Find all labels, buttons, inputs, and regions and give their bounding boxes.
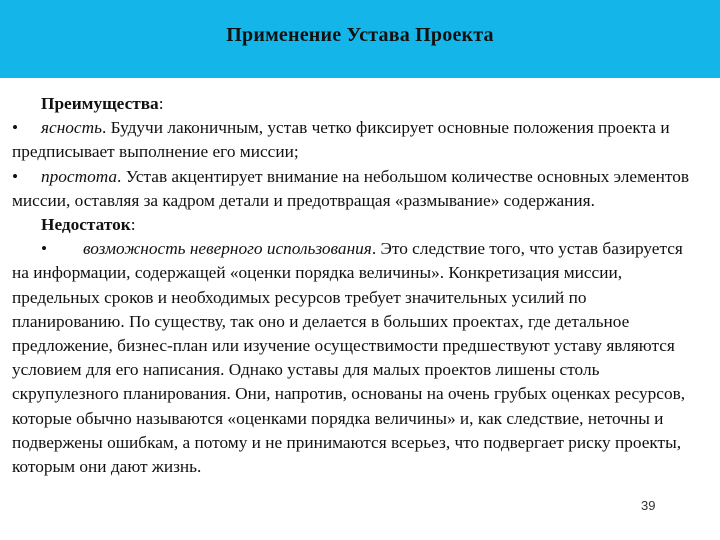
- disadvantage-heading-label: Недостаток: [41, 215, 131, 235]
- advantages-heading-colon: :: [158, 94, 164, 113]
- slide-body: [12, 92, 698, 479]
- slide-title: Применение Устава Проекта: [226, 24, 494, 46]
- bullet-dot: •: [12, 166, 19, 186]
- disadvantage-term: возможность неверного использования: [83, 239, 372, 259]
- advantage-text-clarity: . Будучи лаконичным, устав четко фиксирует основные положения проекта и предписывает выполнение его миссии;: [12, 118, 670, 162]
- bullet-dot: •: [41, 239, 48, 259]
- disadvantage-heading: [12, 213, 698, 237]
- bullet-dot: •: [12, 118, 19, 138]
- advantage-item-simplicity: [12, 165, 698, 213]
- advantage-text-simplicity: . Устав акцентирует внимание на небольшом количестве основных элементов миссии, оставляя за кадром детали и предотвращая «размывание» содержания.: [12, 166, 690, 210]
- advantage-item-clarity: [12, 116, 698, 164]
- page-number: 39: [641, 498, 656, 513]
- advantage-term-clarity: ясность: [41, 118, 102, 138]
- title-bar: [0, 0, 720, 78]
- advantage-term-simplicity: простота: [41, 166, 118, 186]
- disadvantage-heading-colon: :: [130, 215, 136, 235]
- disadvantage-item: [12, 237, 698, 479]
- disadvantage-text: . Это следствие того, что устав базируется на информации, содержащей «оценки порядка величины». Конкретизация миссии, предельных сроков и необходимых ресурсов требует значительных усилий по планированию. По существу, так оно и делается в больших проектах, где детальное предложение, бизнес-план или изучение осуществимости предшествуют уставу являются условием для его написания. Однако уставы для малых проектов лишены столь скрупулезного планирования. Они, напротив, основаны на очень грубых оценках ресурсов, которые обычно называются «оценками порядка величины» и, как следствие, неточны и подвержены ошибкам, а потому и не принимаются всерьез, что подвергает риску проекты, которым они дают жизнь.: [12, 239, 686, 477]
- advantages-heading-label: Преимущества: [41, 94, 159, 113]
- advantages-heading: [12, 92, 698, 116]
